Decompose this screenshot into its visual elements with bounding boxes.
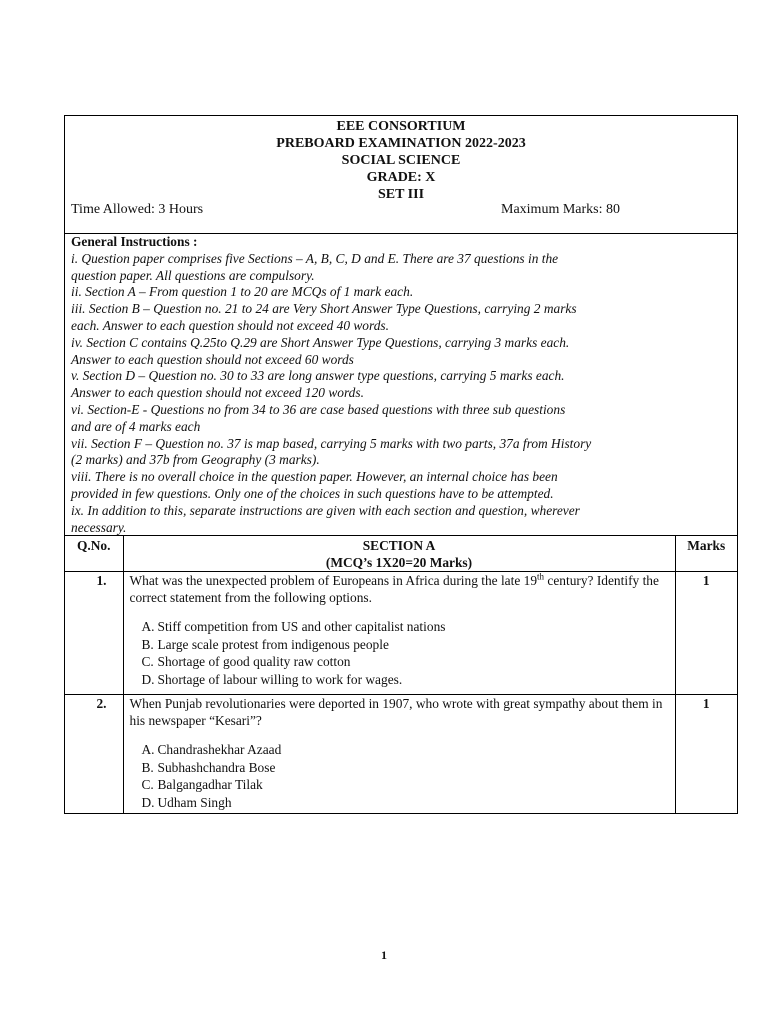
qno-header: Q.No. bbox=[65, 536, 123, 572]
exam-meta bbox=[71, 202, 731, 218]
options-list bbox=[130, 618, 669, 688]
instruction-line: Answer to each question should not exceed 60 words bbox=[71, 351, 354, 367]
instruction-line: i. Question paper comprises five Sections – A, B, C, D and E. There are 37 questions in the bbox=[71, 250, 559, 266]
option-text: Udham Singh bbox=[157, 794, 232, 810]
instruction-line: Answer to each question should not exceed 120 words. bbox=[71, 385, 364, 401]
option-text: Large scale protest from indigenous people bbox=[157, 636, 389, 652]
option-item bbox=[142, 776, 669, 794]
general-instructions bbox=[65, 234, 737, 536]
exam-frame bbox=[64, 115, 738, 814]
option-letter: A. bbox=[141, 619, 155, 634]
time-allowed: Time Allowed: 3 Hours bbox=[71, 202, 204, 217]
option-item bbox=[142, 794, 669, 812]
option-item bbox=[142, 741, 669, 759]
page-number: 1 bbox=[381, 948, 387, 962]
option-letter: D. bbox=[141, 671, 155, 687]
option-letter: D. bbox=[141, 794, 155, 810]
option-item bbox=[142, 636, 669, 654]
superscript: th bbox=[537, 571, 545, 582]
instruction-line: question paper. All questions are compulsory. bbox=[71, 267, 315, 283]
option-letter: B. bbox=[141, 636, 154, 652]
table-row bbox=[65, 572, 737, 695]
instruction-line: provided in few questions. Only one of the choices in such questions have to be attempted. bbox=[71, 485, 554, 501]
instruction-line: iii. Section B – Question no. 21 to 24 are Very Short Answer Type Questions, carrying 2 marks bbox=[71, 301, 577, 317]
option-item bbox=[142, 759, 669, 777]
exam-header bbox=[65, 116, 737, 234]
question-text-part: century? Identify the correct statement from the following options. bbox=[129, 573, 659, 605]
question-number: 1. bbox=[65, 572, 123, 695]
option-letter: C. bbox=[141, 777, 154, 792]
instruction-line: each. Answer to each question should not exceed 40 words. bbox=[71, 317, 389, 333]
question-text-part: What was the unexpected problem of Europeans in Africa during the late 19 bbox=[129, 573, 538, 588]
question-text bbox=[130, 572, 669, 606]
options-list bbox=[130, 741, 669, 811]
section-title: SECTION A bbox=[362, 538, 436, 553]
question-number: 2. bbox=[65, 695, 123, 813]
option-letter: B. bbox=[141, 759, 154, 775]
option-text: Shortage of labour willing to work for wages. bbox=[157, 671, 403, 687]
instruction-line: vii. Section F – Question no. 37 is map based, carrying 5 marks with two parts, 37a from History bbox=[71, 435, 592, 451]
questions-table bbox=[65, 536, 737, 813]
consortium-title: EEE CONSORTIUM bbox=[336, 119, 466, 134]
subject-title: SOCIAL SCIENCE bbox=[341, 153, 461, 168]
question-text: When Punjab revolutionaries were deported in 1907, who wrote with great sympathy about them in his newspaper “Kesari”? bbox=[129, 696, 663, 728]
question-marks: 1 bbox=[675, 695, 737, 813]
instruction-line: (2 marks) and 37b from Geography (3 marks). bbox=[71, 452, 320, 468]
instructions-title: General Instructions : bbox=[71, 234, 198, 249]
option-text: Chandrashekhar Azaad bbox=[157, 742, 282, 757]
maximum-marks: Maximum Marks: 80 bbox=[501, 202, 620, 217]
option-letter: A. bbox=[141, 742, 155, 757]
instruction-line: v. Section D – Question no. 30 to 33 are long answer type questions, carrying 5 marks each. bbox=[71, 368, 565, 384]
option-item bbox=[142, 653, 669, 671]
instruction-line: ii. Section A – From question 1 to 20 are MCQs of 1 mark each. bbox=[71, 284, 414, 300]
option-text: Shortage of good quality raw cotton bbox=[157, 654, 351, 669]
table-row bbox=[65, 695, 737, 813]
instruction-line: and are of 4 marks each bbox=[71, 418, 201, 434]
option-item bbox=[142, 618, 669, 636]
section-header bbox=[123, 536, 675, 572]
section-subtitle: (MCQ’s 1X20=20 Marks) bbox=[325, 555, 473, 570]
option-text: Stiff competition from US and other capitalist nations bbox=[157, 619, 446, 634]
exam-title: PREBOARD EXAMINATION 2022-2023 bbox=[276, 136, 526, 151]
instruction-line: viii. There is no overall choice in the question paper. However, an internal choice has been bbox=[71, 469, 558, 485]
option-letter: C. bbox=[141, 654, 154, 669]
marks-header: Marks bbox=[675, 536, 737, 572]
instruction-line: iv. Section C contains Q.25to Q.29 are Short Answer Type Questions, carrying 3 marks each. bbox=[71, 334, 570, 350]
set-title: SET III bbox=[377, 187, 425, 202]
table-header-row bbox=[65, 536, 737, 572]
question-cell bbox=[123, 695, 675, 813]
question-cell bbox=[123, 572, 675, 695]
instruction-line: necessary. bbox=[71, 519, 127, 535]
question-marks: 1 bbox=[675, 572, 737, 695]
instruction-line: ix. In addition to this, separate instructions are given with each section and question, wherever bbox=[71, 502, 580, 518]
option-text: Subhashchandra Bose bbox=[157, 759, 276, 775]
instruction-line: vi. Section-E - Questions no from 34 to 36 are case based questions with three sub questions bbox=[71, 401, 566, 417]
option-item bbox=[142, 671, 669, 689]
grade-title: GRADE: X bbox=[366, 170, 436, 185]
option-text: Balgangadhar Tilak bbox=[157, 777, 263, 792]
